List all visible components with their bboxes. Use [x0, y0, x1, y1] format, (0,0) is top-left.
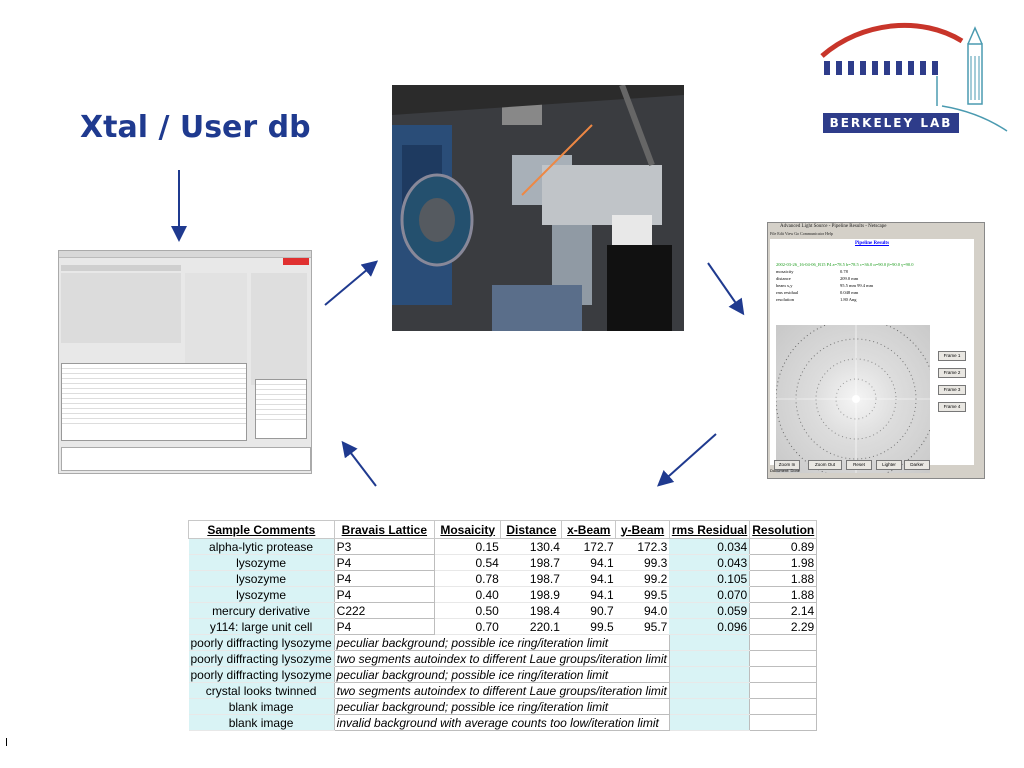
table-cell — [669, 667, 749, 683]
image-control-button[interactable]: Lighter — [876, 460, 902, 470]
table-cell: 220.1 — [501, 619, 562, 635]
param-key: mosaicity — [776, 269, 794, 274]
table-cell: 198.9 — [501, 587, 562, 603]
slide-title: Xtal / User db — [80, 110, 311, 145]
table-cell: 94.1 — [562, 555, 616, 571]
frame-button[interactable]: Frame 4 — [938, 402, 966, 412]
table-cell — [669, 715, 749, 731]
table-cell: P4 — [334, 619, 434, 635]
column-header: Sample Comments — [189, 521, 335, 539]
note-cell: peculiar background; possible ice ring/iteration limit — [334, 699, 669, 715]
sample-form — [61, 273, 181, 343]
results-table — [255, 379, 307, 439]
frame-button[interactable]: Frame 2 — [938, 368, 966, 378]
column-header: Resolution — [750, 521, 817, 539]
column-header: rms Residual — [669, 521, 749, 539]
frame-button[interactable]: Frame 1 — [938, 351, 966, 361]
table-cell — [750, 699, 817, 715]
table-cell: 172.3 — [616, 539, 670, 555]
results-heading: Pipeline Results — [854, 241, 890, 246]
table-cell: P4 — [334, 587, 434, 603]
table-cell: poorly diffracting lysozyme — [189, 635, 335, 651]
table-row — [189, 555, 817, 571]
table-cell: 198.7 — [501, 571, 562, 587]
table-row — [189, 619, 817, 635]
table-cell — [750, 683, 817, 699]
param-value: 0.048 mm — [840, 290, 859, 295]
note-cell: peculiar background; possible ice ring/iteration limit — [334, 667, 669, 683]
table-cell: 90.7 — [562, 603, 616, 619]
table-cell — [669, 651, 749, 667]
table-cell: P4 — [334, 571, 434, 587]
results-params — [776, 261, 913, 303]
table-cell: 99.2 — [616, 571, 670, 587]
results-table — [188, 520, 817, 731]
table-row — [189, 683, 817, 699]
status-bar: Document: Done — [770, 468, 801, 473]
table-cell: 0.70 — [435, 619, 501, 635]
pipeline-results-screenshot — [767, 222, 985, 479]
table-row — [189, 651, 817, 667]
table-cell: alpha-lytic protease — [189, 539, 335, 555]
results-page — [770, 239, 974, 465]
right-panel — [251, 273, 307, 385]
result-param-row — [776, 268, 913, 275]
table-cell: C222 — [334, 603, 434, 619]
table-cell: 0.096 — [669, 619, 749, 635]
param-key: resolution — [776, 297, 794, 302]
table-cell — [750, 635, 817, 651]
note-cell: peculiar background; possible ice ring/iteration limit — [334, 635, 669, 651]
table-row — [189, 699, 817, 715]
frame-button[interactable]: Frame 3 — [938, 385, 966, 395]
table-cell: 95.7 — [616, 619, 670, 635]
table-cell — [669, 683, 749, 699]
beamline-photo — [392, 85, 684, 331]
param-value: 209.0 mm — [840, 276, 859, 281]
table-row — [189, 571, 817, 587]
text-cursor — [6, 738, 7, 746]
table-cell: 0.15 — [435, 539, 501, 555]
table-cell: 0.043 — [669, 555, 749, 571]
table-cell: 94.0 — [616, 603, 670, 619]
table-cell: y114: large unit cell — [189, 619, 335, 635]
column-header: Distance — [501, 521, 562, 539]
table-cell — [669, 635, 749, 651]
result-first-line: 2002-03-26_16-04-06_B15 P4 a=78.5 b=78.5 c=36.0 α=90.0 β=90.0 γ=90.0 — [776, 262, 914, 267]
sample-table — [61, 363, 247, 441]
table-cell: 94.1 — [562, 587, 616, 603]
table-cell: 0.034 — [669, 539, 749, 555]
table-row — [189, 715, 817, 731]
table-cell: 0.105 — [669, 571, 749, 587]
param-value: 0.78 — [840, 269, 848, 274]
table-cell: 130.4 — [501, 539, 562, 555]
image-control-button[interactable]: Zoom In — [774, 460, 800, 470]
table-row — [189, 667, 817, 683]
table-cell — [669, 699, 749, 715]
table-cell: lysozyme — [189, 587, 335, 603]
table-cell: 2.14 — [750, 603, 817, 619]
param-key: rms residual — [776, 290, 799, 295]
diffraction-image — [776, 325, 930, 473]
table-cell: 172.7 — [562, 539, 616, 555]
log-area — [61, 447, 311, 471]
table-cell: 1.88 — [750, 571, 817, 587]
table-cell: crystal looks twinned — [189, 683, 335, 699]
table-cell: lysozyme — [189, 571, 335, 587]
table-cell: 0.059 — [669, 603, 749, 619]
table-cell: mercury derivative — [189, 603, 335, 619]
table-cell: blank image — [189, 715, 335, 731]
param-key: distance — [776, 276, 791, 281]
table-cell: 0.070 — [669, 587, 749, 603]
table-cell: 0.54 — [435, 555, 501, 571]
table-cell: 0.50 — [435, 603, 501, 619]
beamline-photo-icon — [392, 85, 684, 331]
param-value: 1.80 Ang — [840, 297, 857, 302]
table-cell — [750, 715, 817, 731]
result-param-row — [776, 296, 913, 303]
table-cell: 99.5 — [616, 587, 670, 603]
table-cell: poorly diffracting lysozyme — [189, 651, 335, 667]
table-cell: poorly diffracting lysozyme — [189, 667, 335, 683]
tab-strip — [61, 265, 181, 271]
image-control-button[interactable]: Zoom Out — [808, 460, 842, 470]
diffraction-pattern-icon — [776, 325, 930, 473]
table-cell: 198.7 — [501, 555, 562, 571]
param-value: 95.5 mm 99.4 mm — [840, 283, 874, 288]
table-row — [189, 587, 817, 603]
table-row — [189, 635, 817, 651]
logo-wordmark: BERKELEY LAB — [823, 113, 959, 133]
table-cell: P3 — [334, 539, 434, 555]
table-cell: 0.40 — [435, 587, 501, 603]
table-cell: P4 — [334, 555, 434, 571]
result-param-row — [776, 275, 913, 282]
note-cell: two segments autoindex to different Laue groups/iteration limit — [334, 651, 669, 667]
titlebar — [59, 251, 311, 258]
table-row — [189, 539, 817, 555]
param-key: beam x,y — [776, 283, 793, 288]
table-cell: 94.1 — [562, 571, 616, 587]
table-cell: 99.3 — [616, 555, 670, 571]
user-database-app-screenshot — [58, 250, 312, 474]
table-cell: 2.29 — [750, 619, 817, 635]
table-row — [189, 603, 817, 619]
menu-bar: File Edit View Go Communicator Help — [770, 231, 833, 236]
table-cell: blank image — [189, 699, 335, 715]
table-cell: 0.89 — [750, 539, 817, 555]
image-control-button[interactable]: Darker — [904, 460, 930, 470]
column-header: Mosaicity — [435, 521, 501, 539]
table-cell: 0.78 — [435, 571, 501, 587]
close-button — [283, 258, 309, 265]
window-title: Advanced Light Source - Pipeline Results - Netscape — [768, 223, 984, 231]
note-cell: two segments autoindex to different Laue groups/iteration limit — [334, 683, 669, 699]
result-param-row — [776, 282, 913, 289]
column-header: Bravais Lattice — [334, 521, 434, 539]
image-control-button[interactable]: Reset — [846, 460, 872, 470]
note-cell: invalid background with average counts too low/iteration limit — [334, 715, 669, 731]
column-header: y-Beam — [616, 521, 670, 539]
table-cell: 99.5 — [562, 619, 616, 635]
table-cell: 1.88 — [750, 587, 817, 603]
table-cell — [750, 651, 817, 667]
column-header: x-Beam — [562, 521, 616, 539]
table-cell — [750, 667, 817, 683]
result-param-row — [776, 289, 913, 296]
table-cell: 198.4 — [501, 603, 562, 619]
table-cell: 1.98 — [750, 555, 817, 571]
table-cell: lysozyme — [189, 555, 335, 571]
